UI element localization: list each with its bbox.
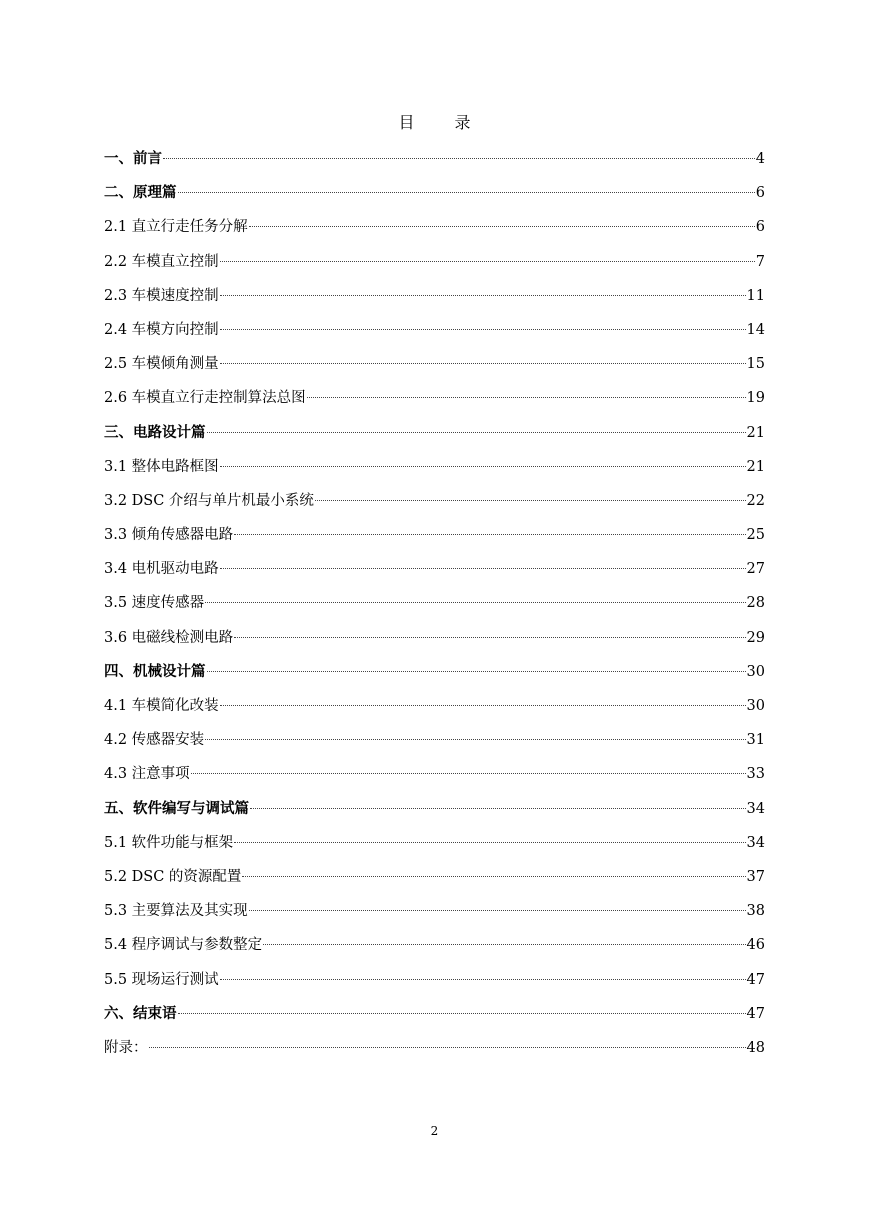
toc-entry-label: 2.1 直立行走任务分解 bbox=[104, 219, 248, 236]
toc-dot-leader bbox=[249, 226, 755, 227]
toc-entry-label: 5.2 DSC 的资源配置 bbox=[104, 868, 242, 885]
toc-entry-page: 11 bbox=[746, 287, 765, 304]
toc-entry-label: 3.2 DSC 介绍与单片机最小系统 bbox=[104, 492, 314, 509]
toc-entry-page: 34 bbox=[746, 834, 765, 851]
toc-entry[interactable] bbox=[104, 586, 765, 620]
toc-entry[interactable] bbox=[104, 347, 765, 381]
toc-entry-label: 3.4 电机驱动电路 bbox=[104, 561, 219, 578]
toc-entry[interactable] bbox=[104, 894, 765, 928]
toc-entry[interactable] bbox=[104, 757, 765, 791]
toc-entry-label: 五、软件编写与调试篇 bbox=[104, 799, 249, 817]
toc-title bbox=[0, 110, 869, 133]
toc-entry-label: 5.5 现场运行测试 bbox=[104, 971, 219, 988]
toc-dot-leader bbox=[220, 329, 746, 330]
toc-entry-label: 5.4 程序调试与参数整定 bbox=[104, 937, 263, 954]
toc-dot-leader bbox=[220, 295, 746, 296]
toc-dot-leader bbox=[315, 500, 746, 501]
toc-entry-page: 48 bbox=[746, 1039, 765, 1056]
toc-entry-page: 37 bbox=[746, 868, 765, 885]
toc-entry[interactable] bbox=[104, 416, 765, 450]
toc-dot-leader bbox=[234, 637, 745, 638]
toc-entry-label: 3.1 整体电路框图 bbox=[104, 458, 219, 475]
toc-entry[interactable] bbox=[104, 689, 765, 723]
table-of-contents bbox=[104, 142, 765, 1065]
toc-entry[interactable] bbox=[104, 210, 765, 244]
toc-entry-page: 22 bbox=[746, 492, 765, 509]
toc-entry-page: 31 bbox=[746, 732, 765, 749]
toc-dot-leader bbox=[234, 534, 745, 535]
toc-dot-leader bbox=[205, 739, 745, 740]
toc-dot-leader bbox=[220, 979, 746, 980]
toc-entry[interactable] bbox=[104, 245, 765, 279]
toc-dot-leader bbox=[207, 432, 746, 433]
toc-dot-leader bbox=[234, 842, 745, 843]
toc-dot-leader bbox=[263, 944, 745, 945]
toc-entry[interactable] bbox=[104, 313, 765, 347]
toc-entry-page: 46 bbox=[746, 937, 765, 954]
toc-entry-label: 六、结束语 bbox=[104, 1004, 177, 1022]
toc-entry-label: 一、前言 bbox=[104, 150, 162, 167]
toc-entry-page: 29 bbox=[746, 629, 765, 646]
toc-entry-page: 7 bbox=[755, 253, 765, 270]
toc-entry[interactable] bbox=[104, 928, 765, 962]
toc-entry-label: 4.2 传感器安装 bbox=[104, 732, 205, 749]
toc-entry-page: 33 bbox=[746, 766, 765, 783]
toc-entry[interactable] bbox=[104, 621, 765, 655]
toc-dot-leader bbox=[250, 808, 746, 809]
toc-entry-page: 19 bbox=[746, 390, 765, 407]
toc-entry-page: 27 bbox=[746, 561, 765, 578]
toc-entry-page: 21 bbox=[746, 458, 765, 475]
toc-entry[interactable] bbox=[104, 142, 765, 176]
toc-entry-label: 2.4 车模方向控制 bbox=[104, 321, 219, 338]
toc-entry-page: 25 bbox=[746, 527, 765, 544]
toc-title-char-1: 目 bbox=[398, 113, 415, 132]
toc-dot-leader bbox=[220, 705, 746, 706]
toc-dot-leader bbox=[163, 158, 755, 159]
toc-entry[interactable] bbox=[104, 484, 765, 518]
toc-entry[interactable] bbox=[104, 723, 765, 757]
toc-dot-leader bbox=[220, 568, 746, 569]
toc-dot-leader bbox=[220, 466, 746, 467]
toc-entry-label: 2.3 车模速度控制 bbox=[104, 287, 219, 304]
toc-dot-leader bbox=[307, 397, 746, 398]
toc-entry-label: 4.3 注意事项 bbox=[104, 766, 190, 783]
toc-entry[interactable] bbox=[104, 279, 765, 313]
toc-entry-label: 5.3 主要算法及其实现 bbox=[104, 903, 248, 920]
toc-entry-page: 28 bbox=[746, 595, 765, 612]
toc-entry-label: 3.5 速度传感器 bbox=[104, 595, 205, 612]
toc-entry-label: 5.1 软件功能与框架 bbox=[104, 834, 234, 851]
toc-entry-label: 3.6 电磁线检测电路 bbox=[104, 629, 234, 646]
toc-entry-page: 47 bbox=[746, 971, 765, 988]
toc-entry[interactable] bbox=[104, 176, 765, 210]
toc-dot-leader bbox=[178, 1013, 746, 1014]
toc-entry[interactable] bbox=[104, 518, 765, 552]
toc-entry-page: 34 bbox=[746, 800, 765, 817]
toc-entry-label: 2.6 车模直立行走控制算法总图 bbox=[104, 390, 306, 407]
toc-entry-page: 38 bbox=[746, 903, 765, 920]
toc-entry[interactable] bbox=[104, 963, 765, 997]
toc-entry-label: 4.1 车模简化改装 bbox=[104, 698, 219, 714]
toc-dot-leader bbox=[178, 192, 755, 193]
toc-entry[interactable] bbox=[104, 860, 765, 894]
toc-entry-page: 30 bbox=[746, 663, 765, 680]
toc-dot-leader bbox=[220, 261, 755, 262]
toc-entry[interactable] bbox=[104, 552, 765, 586]
toc-entry-page: 6 bbox=[755, 219, 765, 236]
toc-entry-label: 2.5 车模倾角测量 bbox=[104, 356, 219, 373]
toc-dot-leader bbox=[205, 602, 745, 603]
toc-entry[interactable] bbox=[104, 655, 765, 689]
toc-dot-leader bbox=[149, 1047, 746, 1048]
toc-entry[interactable] bbox=[104, 792, 765, 826]
toc-entry[interactable] bbox=[104, 1031, 765, 1065]
toc-entry-page: 6 bbox=[755, 185, 765, 202]
toc-dot-leader bbox=[242, 876, 745, 877]
toc-dot-leader bbox=[207, 671, 746, 672]
page-number: 2 bbox=[430, 1124, 439, 1138]
toc-entry-page: 30 bbox=[746, 698, 765, 714]
toc-entry[interactable] bbox=[104, 450, 765, 484]
toc-entry[interactable] bbox=[104, 381, 765, 415]
toc-entry-label: 三、电路设计篇 bbox=[104, 423, 206, 441]
toc-entry-label: 附录： bbox=[104, 1039, 148, 1056]
toc-entry-page: 15 bbox=[746, 356, 765, 373]
toc-entry-page: 14 bbox=[746, 321, 765, 338]
toc-entry-page: 47 bbox=[746, 1005, 765, 1022]
toc-title-char-2: 录 bbox=[454, 113, 471, 132]
toc-entry-label: 二、原理篇 bbox=[104, 184, 177, 202]
toc-entry[interactable] bbox=[104, 826, 765, 860]
toc-dot-leader bbox=[191, 773, 746, 774]
toc-entry-page: 21 bbox=[746, 424, 765, 441]
toc-entry-label: 3.3 倾角传感器电路 bbox=[104, 527, 234, 544]
toc-dot-leader bbox=[249, 910, 746, 911]
toc-entry-label: 2.2 车模直立控制 bbox=[104, 253, 219, 270]
toc-entry-page: 4 bbox=[755, 151, 765, 167]
toc-entry-label: 四、机械设计篇 bbox=[104, 662, 206, 680]
toc-entry[interactable] bbox=[104, 997, 765, 1031]
toc-dot-leader bbox=[220, 363, 746, 364]
